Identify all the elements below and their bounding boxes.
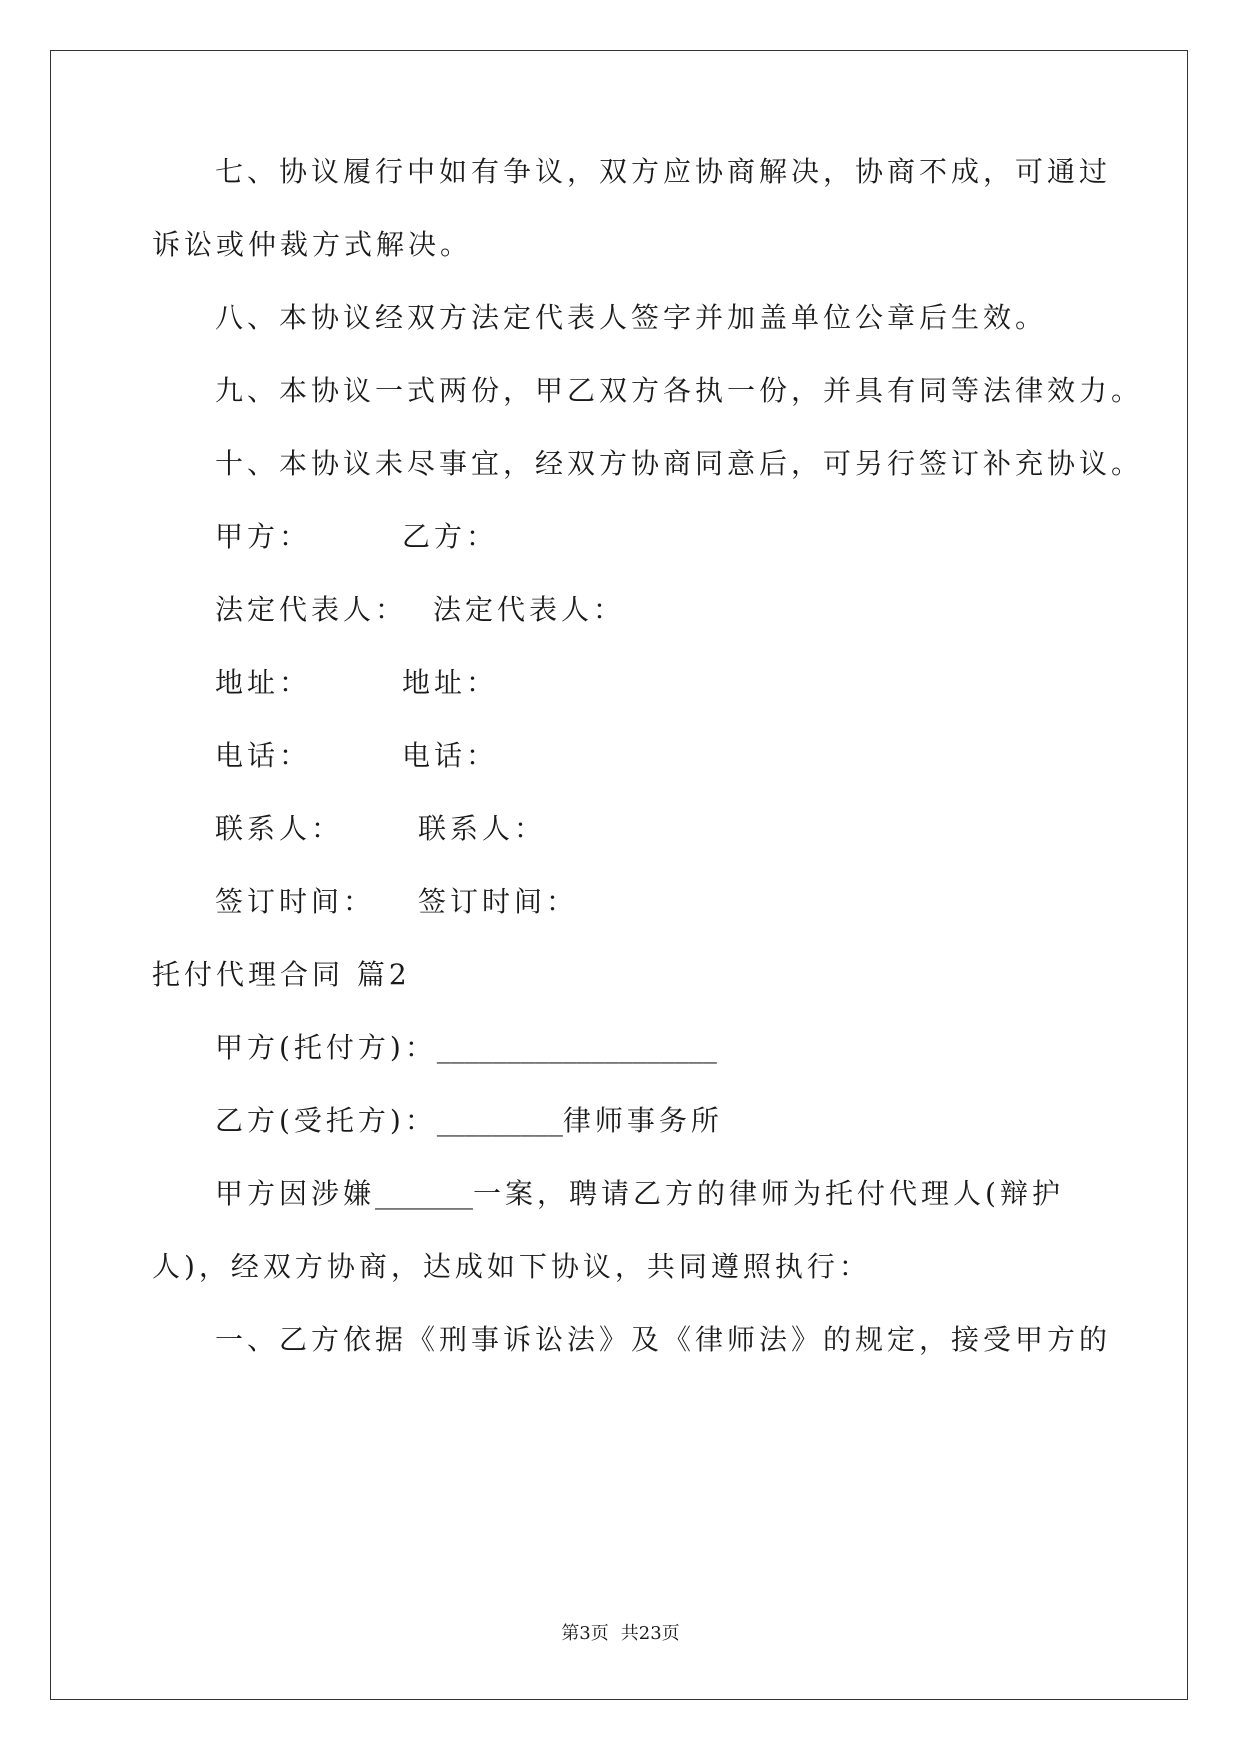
section-heading: 托付代理合同 篇2: [152, 958, 411, 991]
intro-text-end: 一案，聘请乙方的律师为托付代理人(辩护: [473, 1177, 1064, 1210]
clause-one: 一、乙方依据《刑事诉讼法》及《律师法》的规定，接受甲方的: [215, 1323, 1112, 1356]
addr-b-label: 地址：: [402, 666, 499, 699]
contact-b-label: 联系人：: [418, 812, 547, 845]
intro-line2: 人)，经双方协商，达成如下协议，共同遵照执行：: [152, 1250, 871, 1283]
party-b-label: 乙方：: [402, 520, 499, 553]
clause-eight: 八、本协议经双方法定代表人签字并加盖单位公章后生效。: [215, 301, 1048, 334]
date-a-label: 签订时间：: [215, 885, 376, 918]
page-footer: [0, 1619, 1241, 1645]
rep-a-label: 法定代表人：: [215, 593, 408, 626]
clause-ten: 十、本协议未尽事宜，经双方协商同意后，可另行签订补充协议。: [215, 447, 1144, 480]
party-a-label: 甲方：: [215, 520, 312, 553]
page-border: [50, 50, 1188, 1700]
signature-row-phone: [215, 739, 499, 772]
contact-a-label: 联系人：: [215, 812, 344, 845]
signature-row-date: [215, 885, 579, 918]
signature-row-representative: [215, 593, 626, 626]
intro-line1: [215, 1177, 1064, 1210]
party-a-client-line: [215, 1031, 717, 1064]
intro-text-start: 甲方因涉嫌: [215, 1177, 376, 1210]
addr-a-label: 地址：: [215, 666, 312, 699]
signature-row-contact: [215, 812, 547, 845]
page-number: 第3页: [561, 1623, 609, 1644]
rep-b-label: 法定代表人：: [433, 593, 626, 626]
phone-b-label: 电话：: [402, 739, 499, 772]
case-fill-blank: _______: [375, 1177, 474, 1210]
party-b-agent-label: 乙方(受托方)：: [215, 1104, 437, 1137]
signature-row-party: [215, 520, 499, 553]
signature-row-address: [215, 666, 499, 699]
page-total: 共23页: [620, 1623, 680, 1644]
party-a-fill-blank: ____________________: [436, 1031, 717, 1064]
date-b-label: 签订时间：: [418, 885, 579, 918]
party-b-fill-blank: _________: [436, 1104, 563, 1137]
party-a-client-label: 甲方(托付方)：: [215, 1031, 437, 1064]
phone-a-label: 电话：: [215, 739, 312, 772]
party-b-agent-line: [215, 1104, 723, 1137]
law-firm-suffix: 律师事务所: [562, 1104, 723, 1137]
clause-nine: 九、本协议一式两份，甲乙双方各执一份，并具有同等法律效力。: [215, 374, 1144, 407]
clause-seven-line1: 七、协议履行中如有争议，双方应协商解决，协商不成，可通过: [215, 155, 1112, 188]
clause-seven-line2: 诉讼或仲裁方式解决。: [152, 228, 473, 261]
